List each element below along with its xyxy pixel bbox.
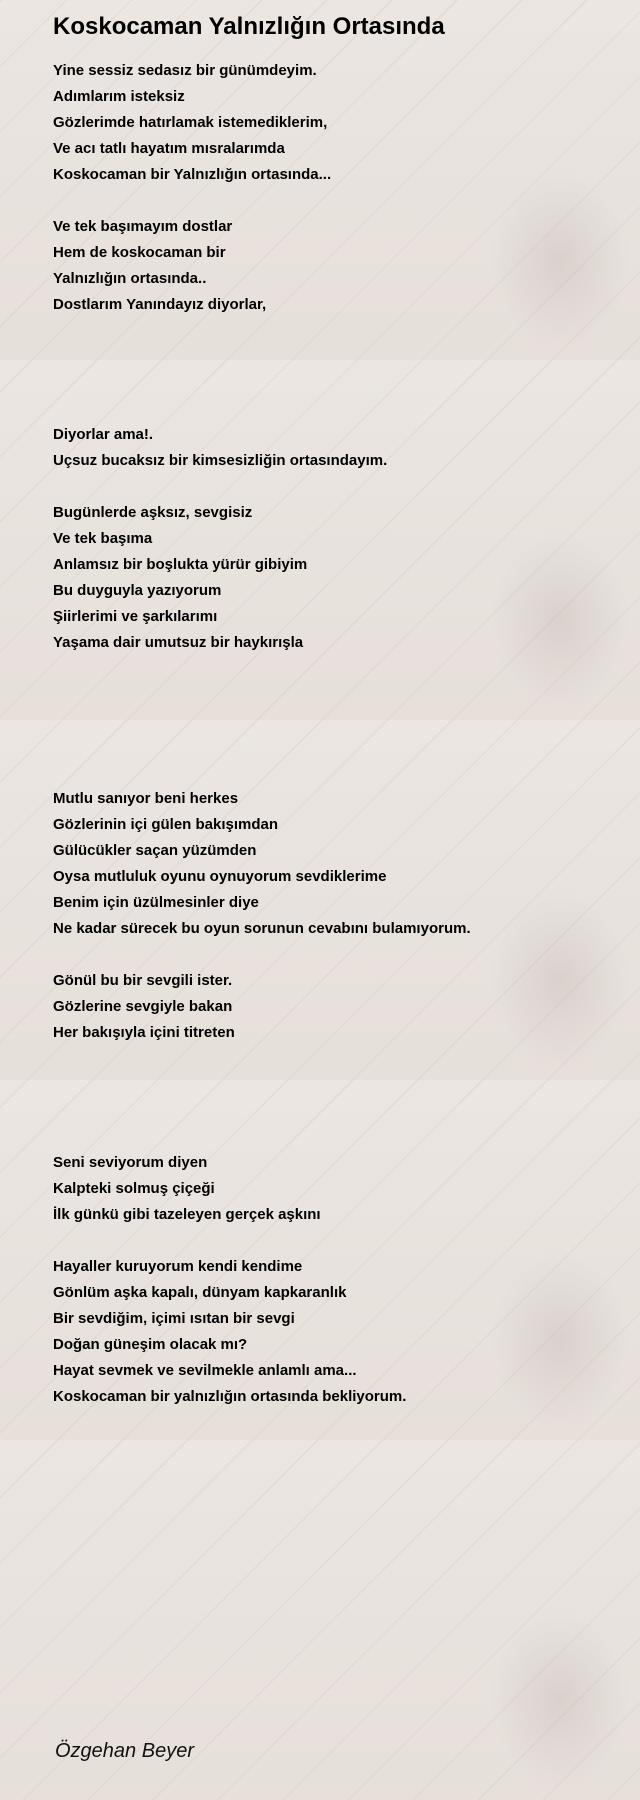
poem-line: Dostlarım Yanındayız diyorlar,: [53, 296, 267, 313]
poem-line: Gözlerinin içi gülen bakışımdan: [53, 816, 279, 833]
poem-line: Bir sevdiğim, içimi ısıtan bir sevgi: [53, 1310, 295, 1327]
poem-line: Bugünlerde aşksız, sevgisiz: [53, 504, 253, 521]
poem-line: Şiirlerimi ve şarkılarımı: [53, 608, 218, 625]
stanza-break: [53, 1228, 613, 1254]
stanza-break: [53, 188, 613, 214]
poem-body: [53, 58, 613, 1410]
stanza-break: [53, 344, 613, 370]
stanza-break: [53, 942, 613, 968]
stanza-break: [53, 1098, 613, 1124]
poem-line: Diyorlar ama!.: [53, 426, 154, 443]
poem-line: Uçsuz bucaksız bir kimsesizliğin ortasındayım.: [53, 452, 388, 469]
stanza-break: [53, 734, 613, 760]
stanza-break: [53, 682, 613, 708]
stanza-break: [53, 656, 613, 682]
stanza-break: [53, 1124, 613, 1150]
author-name: Özgehan Beyer: [55, 1740, 194, 1762]
poem-line: Ve tek başıma: [53, 530, 153, 547]
stanza-break: [53, 318, 613, 344]
poem-container: [53, 10, 613, 1410]
stanza-break: [53, 760, 613, 786]
poem-line: Ne kadar sürecek bu oyun sorunun cevabını bulamıyorum.: [53, 920, 471, 937]
poem-line: Yine sessiz sedasız bir günümdeyim.: [53, 62, 317, 79]
poem-line: Seni seviyorum diyen: [53, 1154, 208, 1171]
poem-line: Gönül bu bir sevgili ister.: [53, 972, 233, 989]
stanza-break: [53, 1072, 613, 1098]
poem-line: Gözlerine sevgiyle bakan: [53, 998, 233, 1015]
poem-line: Hayaller kuruyorum kendi kendime: [53, 1258, 303, 1275]
stanza-break: [53, 370, 613, 396]
poem-line: Gönlüm aşka kapalı, dünyam kapkaranlık: [53, 1284, 347, 1301]
poem-line: Adımlarım isteksiz: [53, 88, 185, 105]
poem-line: Gözlerimde hatırlamak istemediklerim,: [53, 114, 328, 131]
poem-line: Hem de koskocaman bir: [53, 244, 226, 261]
poem-line: İlk günkü gibi tazeleyen gerçek aşkını: [53, 1206, 321, 1223]
poem-title: Koskocaman Yalnızlığın Ortasında: [53, 13, 445, 40]
poem-line: Yaşama dair umutsuz bir haykırışla: [53, 634, 304, 651]
poem-line: Ve tek başımayım dostlar: [53, 218, 233, 235]
poem-line: Koskocaman bir Yalnızlığın ortasında...: [53, 166, 332, 183]
stanza-break: [53, 1046, 613, 1072]
poem-line: Doğan güneşim olacak mı?: [53, 1336, 248, 1353]
poem-line: Benim için üzülmesinler diye: [53, 894, 259, 911]
poem-line: Anlamsız bir boşlukta yürür gibiyim: [53, 556, 308, 573]
poem-line: Yalnızlığın ortasında..: [53, 270, 207, 287]
poem-line: Mutlu sanıyor beni herkes: [53, 790, 239, 807]
poem-line: Her bakışıyla içini titreten: [53, 1024, 235, 1041]
stanza-break: [53, 708, 613, 734]
poem-line: Oysa mutluluk oyunu oynuyorum sevdiklerime: [53, 868, 387, 885]
poem-line: Ve acı tatlı hayatım mısralarımda: [53, 140, 285, 157]
poem-line: Gülücükler saçan yüzümden: [53, 842, 257, 859]
poem-line: Kalpteki solmuş çiçeği: [53, 1180, 215, 1197]
poem-line: Hayat sevmek ve sevilmekle anlamlı ama...: [53, 1362, 357, 1379]
stanza-break: [53, 396, 613, 422]
poem-line: Bu duyguyla yazıyorum: [53, 582, 222, 599]
stanza-break: [53, 474, 613, 500]
poem-line: Koskocaman bir yalnızlığın ortasında bekliyorum.: [53, 1388, 407, 1405]
